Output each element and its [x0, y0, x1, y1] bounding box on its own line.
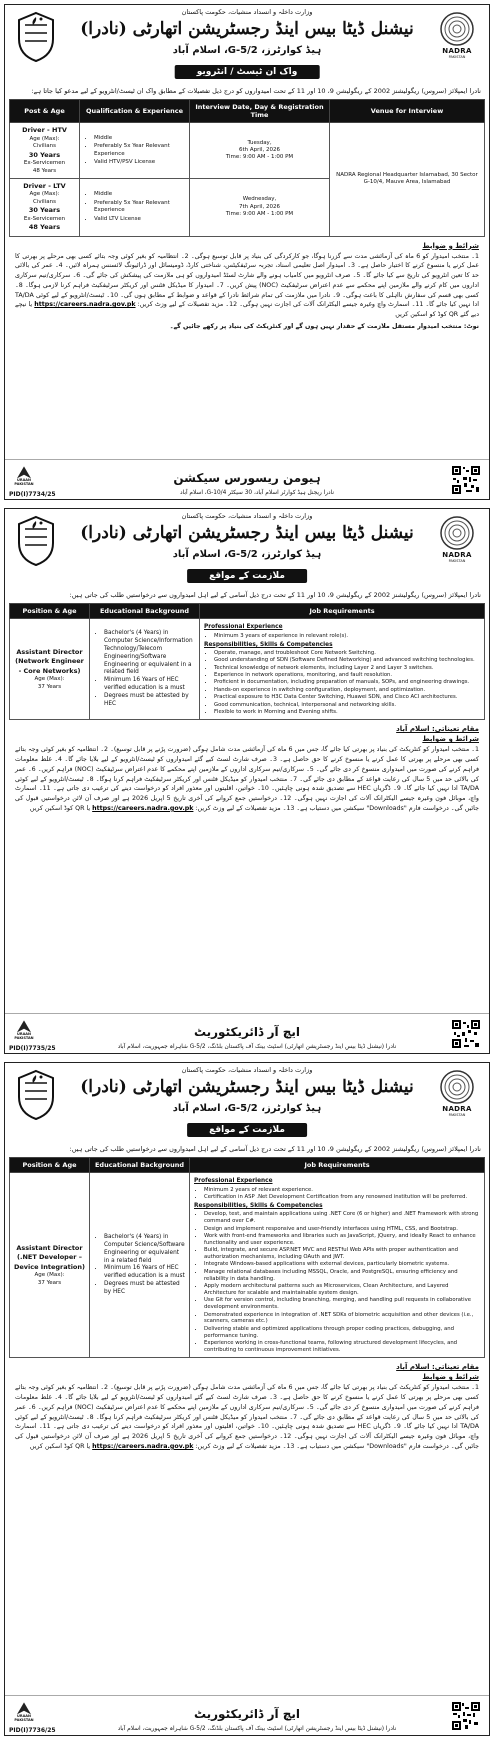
age-label: Age (Max): [34, 676, 65, 683]
qualification-item: • Middle [94, 135, 185, 142]
responsibilities-heading: Responsibilities, Skills & Competencies [194, 1203, 323, 1209]
qualification-item: • Valid HTV/PSV License [94, 159, 185, 166]
qr-note: یا نیچے دیے گئے QR کوڈ کو اسکین کریں [15, 301, 479, 318]
position-subtitle: (Network Engineer - Core Networks) [15, 657, 84, 675]
job-table [9, 603, 485, 720]
uraan-logo [11, 1020, 37, 1041]
careers-link[interactable]: https://careers.nadra.gov.pk [34, 301, 136, 309]
interview-time: Time: 9:00 AM - 1:00 PM [225, 154, 294, 161]
education-item: • Bachelor's (4 Years) in Computer Science/Software Engineering or equivalent in a related field [104, 1234, 185, 1265]
col-education: Educational Background [90, 604, 200, 619]
nadra-logo-text: NADRA [442, 47, 472, 55]
uraan-logo-text: URAAN PAKISTAN [14, 1714, 34, 1723]
uraan-mark-icon [17, 466, 31, 478]
org-title: نیشنل ڈیٹا بیس اینڈ رجسٹریشن اتھارٹی (نادرا) [80, 523, 414, 543]
pid-number: PID(I)7734/25 [9, 491, 56, 498]
qualification-item: • Preferably 5x Year Relevant Experience [94, 200, 185, 215]
education-item: • Degrees must be attested by HEC [104, 693, 195, 709]
age-label: Age (Max): [34, 1272, 65, 1279]
position-subtitle: (.NET Developer – Device Integration) [14, 1253, 85, 1271]
state-emblem-icon [13, 11, 59, 63]
table-row [10, 123, 485, 179]
requirements-cell [200, 619, 485, 720]
department-address: نادرا (نیشنل ڈیٹا بیس اینڈ رجسٹریشن اتھارٹی) اسٹیٹ بینک آف پاکستان بلڈنگ، G-5/2 شاہراہ جمہوریت، اسلام آباد [117, 1726, 397, 1732]
ad-intro: نادرا ایمپلائز (سروس) ریگولیشنز 2002 کے ریگولیشن 9، 10 اور 11 کے تحت امیدواروں کو درج ذیل تفصیلات کے مطابق واک ان ٹیسٹ/انٹرویو کے لیے مدعو کیا جاتا ہے: [31, 87, 481, 95]
terms-heading: شرائط و ضوابط [422, 241, 479, 250]
job-ad-dotnet-developer [4, 1062, 490, 1736]
nadra-logo-sub: PAKISTAN [448, 55, 466, 59]
state-emblem-icon [13, 1069, 59, 1121]
col-qualification: Qualification & Experience [80, 100, 190, 123]
post-title: Driver - HTV [22, 126, 67, 135]
department-name: ایچ آر ڈائریکٹوریٹ [193, 1707, 301, 1721]
interview-time: Time: 9:00 AM - 1:00 PM [225, 210, 294, 217]
careers-link[interactable]: https://careers.nadra.gov.pk [92, 1442, 194, 1450]
age-label: Age (Max): [29, 191, 60, 198]
terms-body: 1۔ منتخب امیدوار کو کنٹریکٹ کی بنیاد پر بھرتی کیا جائے گا، جس میں 6 ماہ کی آزمائشی مدت شامل ہوگی (ضرورت پڑنے پر قابل توسیع)۔ 2۔ انتظامیہ کو بغیر کوئی وجہ بتائے کسی بھی مرحلے پر بھرتی کا عمل کرنے یا منسوخ کرنے کا حق حاصل ہے۔ 3۔ صرف شارٹ لسٹ کیے گئے امیدواروں کو ٹیسٹ/انٹرویو کے لیے بلایا جائے گا۔ 4۔ غلط معلومات فراہم کرنے کی صورت میں امیدواری منسوخ کر دی جائے گی۔ 5۔ سرکاری/نیم سرکاری اداروں کے ملازمین اپنے محکمے کا عدم اعتراض سرٹیفکیٹ (NOC) فراہم کریں۔ 6۔ عمر کی بالائی حد میں 5 سال کی رعایت قواعد کے مطابق دی جائے گی۔ 7۔ منتخب امیدوار کو میڈیکل فٹنس اور کریکٹر سرٹیفکیٹ فراہم کرنا ہوگا۔ 8۔ ٹیسٹ/انٹرویو کے لیے کوئی TA/DA ادا نہیں کیا جائے گا۔ 9۔ ڈگریاں HEC سے تصدیق شدہ ہونی چاہئیں۔ 10۔ خواتین، اقلیتوں اور معذور افراد کو درخواست دینے کی ترغیب دی جاتی ہے۔ 11۔ اسمارٹ واچ، موبائل فون وغیرہ جیسے الیکٹرانک آلات کی اجازت نہیں ہوگی۔ 12۔ درخواستیں جمع کروانے کی آخری تاریخ 5 اپریل 2026 ہے اور صرف آن لائن درخواستیں قبول کی جائیں گی۔ درخواست فارم "Downloads" سیکشن میں دستیاب ہے۔ 13۔ مزید تفصیلات کے لیے وزٹ کریں: [15, 1384, 480, 1450]
uraan-logo-text: URAAN PAKISTAN [14, 478, 34, 487]
responsibility-item: • Practical exposure to H3C Data Center Switching, Huawei SDN, and Cisco ACI architectures. [214, 694, 480, 701]
ad-footer [5, 1695, 489, 1735]
age-line: Ex-Servicemen [23, 215, 66, 222]
responsibility-item: • Apply modern architectural patterns such as Microservices, Clean Architecture, and Layered Architecture for scalable and maintainable system design. [204, 1283, 480, 1297]
age-line: 30 Years [28, 206, 61, 215]
nadra-fingerprint-icon [439, 515, 475, 551]
post-title: Driver - LTV [23, 181, 66, 190]
uraan-logo [11, 1702, 37, 1723]
terms-text [5, 1382, 489, 1452]
ministry-text: وزارت داخلہ و انسداد منشیات، حکومت پاکستان [181, 512, 313, 520]
hq-address: ہیڈ کوارٹرز، G-5/2، اسلام آباد [172, 549, 322, 560]
interview-cell [190, 123, 330, 179]
responsibility-item: • Operate, manage, and troubleshoot Core Network Switching. [214, 650, 480, 657]
careers-link[interactable]: https://careers.nadra.gov.pk [92, 804, 194, 812]
age-line: Civilians [33, 143, 56, 150]
education-cell [90, 1173, 190, 1358]
walk-in-ad [4, 4, 490, 500]
responsibility-item: • Delivering stable and optimized applications through proper coding practices, debugging, and performance tuning. [204, 1326, 480, 1340]
position-title: Assistant Director [16, 647, 83, 656]
interview-date: 6th April, 2026 [239, 146, 280, 153]
responsibility-item: • Integrate Windows-based applications with external devices, particularly biometric systems. [204, 1261, 480, 1268]
terms-heading: شرائط و ضوابط [422, 735, 479, 744]
ad-banner: ملازمت کے مواقع [187, 569, 307, 583]
professional-experience-heading: Professional Experience [204, 624, 283, 631]
nadra-logo-sub: PAKISTAN [448, 1113, 466, 1117]
responsibility-item: • Build, integrate, and secure ASP.NET MVC and RESTful Web APIs with proper authentication and authorization mechanisms, including OAuth and JWT. [204, 1247, 480, 1261]
age-line: 30 Years [28, 150, 61, 159]
venue-cell: NADRA Regional Headquarter Islamabad, 30 Sector G-10/4, Mauve Area, Islamabad [330, 123, 485, 236]
position-cell [10, 619, 90, 720]
ad-header [5, 5, 489, 85]
education-item: • Minimum 16 Years of HEC verified education is a must [104, 677, 195, 693]
qr-code-icon[interactable] [451, 1701, 481, 1731]
responsibilities-heading: Responsibilities, Skills & Competencies [204, 641, 333, 648]
state-emblem-icon [13, 515, 59, 567]
responsibility-item: • Work with front-end frameworks and libraries such as JavaScript, jQuery, and ideally React to enhance functionality and user experience. [204, 1233, 480, 1247]
qr-note: یا QR کوڈ اسکین کریں [29, 1442, 91, 1450]
ad-header [5, 1063, 489, 1143]
ministry-text: وزارت داخلہ و انسداد منشیات، حکومت پاکستان [181, 8, 313, 16]
post-cell [10, 178, 80, 236]
requirements-cell [190, 1173, 485, 1358]
ministry-text: وزارت داخلہ و انسداد منشیات، حکومت پاکستان [181, 1066, 313, 1074]
responsibility-item: • Use Git for version control, including branching, merging, and handling pull requests in collaborative development environments. [204, 1297, 480, 1311]
ad-intro: نادرا ایمپلائز (سروس) ریگولیشنز 2002 کے ریگولیشن 9، 10 اور 11 کے تحت درج ذیل آسامی کے لیے اہل امیدواروں سے درخواستیں طلب کی جاتی ہیں: [69, 591, 481, 599]
age-line: 48 Years [28, 223, 61, 232]
col-education: Educational Background [90, 1158, 190, 1173]
org-title: نیشنل ڈیٹا بیس اینڈ رجسٹریشن اتھارٹی (نادرا) [80, 19, 414, 39]
responsibility-item: • Proficient in documentation, including preparation of manuals, SOPs, and engineering drawings. [214, 679, 480, 686]
table-row [10, 1173, 485, 1358]
age-value: 37 Years [37, 683, 62, 690]
uraan-logo-text: URAAN PAKISTAN [14, 1032, 34, 1041]
nadra-logo [433, 515, 481, 573]
hq-address: ہیڈ کوارٹرز، G-5/2، اسلام آباد [172, 45, 322, 56]
col-position-age: Position & Age [10, 604, 90, 619]
education-item: • Bachelor's (4 Years) in Computer Science/Information Technology/Telecom Engineering/Software Engineering or equivalent in a related field [104, 630, 195, 677]
interview-day: Tuesday, [247, 139, 272, 146]
responsibility-item: • Good communication, technical, interpersonal and networking skills. [214, 702, 480, 709]
nadra-logo [433, 1069, 481, 1127]
department-address: نادرا ریجنل ہیڈ کوارٹر اسلام آباد، 30 سیکٹر G-10/4، اسلام آباد [180, 490, 334, 496]
qualification-item: • Preferably 5x Year Relevant Experience [94, 143, 185, 158]
responsibility-item: • Design and implement responsive and user-friendly interfaces using HTML, CSS, and Bootstrap. [204, 1226, 480, 1233]
position-title: Assistant Director [16, 1243, 83, 1252]
responsibility-item: • Good understanding of SDN (Software Defined Networking) and advanced switching technologies. [214, 657, 480, 664]
qr-code-icon[interactable] [451, 1019, 481, 1049]
age-line: 48 Years [32, 167, 57, 174]
col-job-requirements: Job Requirements [190, 1158, 485, 1173]
education-item: • Minimum 16 Years of HEC verified education is a must [104, 1265, 185, 1281]
terms-text [5, 251, 489, 321]
qr-note: یا QR کوڈ اسکین کریں [29, 804, 91, 812]
responsibility-item: • Manage relational databases including MSSQL, Oracle, and PostgreSQL, ensuring efficiency and reliability in data handling. [204, 1269, 480, 1283]
closing-note: نوٹ: منتخب امیدوار مستقل ملازمت کے حقدار نہیں ہوں گے اور کنٹریکٹ کی بنیاد پر رکھے جائیں گے۔ [169, 322, 479, 330]
responsibility-item: • Develop, test, and maintain applications using .NET Core (6 or higher) and .NET Framework with strong command over C#. [204, 1211, 480, 1225]
responsibility-item: • Flexible to work in Morning and Evening shifts. [214, 709, 480, 716]
posting-location: مقام تعیناتی: اسلام آباد [396, 725, 479, 734]
col-position-age: Position & Age [10, 1158, 90, 1173]
qr-code-icon[interactable] [451, 465, 481, 495]
professional-experience-heading: Professional Experience [194, 1178, 273, 1185]
interview-cell [190, 178, 330, 236]
ad-footer [5, 459, 489, 499]
job-ad-network-engineer [4, 508, 490, 1054]
pid-number: PID(I)7735/25 [9, 1045, 56, 1052]
ad-banner: ملازمت کے مواقع [187, 1123, 307, 1137]
ad-footer [5, 1013, 489, 1053]
experience-item: • Minimum 2 years of relevant experience. [204, 1187, 480, 1194]
pid-number: PID(I)7736/25 [9, 1727, 56, 1734]
org-title: نیشنل ڈیٹا بیس اینڈ رجسٹریشن اتھارٹی (نادرا) [80, 1077, 414, 1097]
responsibility-item: • Hands-on experience in switching configuration, deployment, and optimization. [214, 687, 480, 694]
responsibility-item: • Technical knowledge of network elements, including Layer 2 and Layer 3 switches. [214, 665, 480, 672]
posting-location: مقام تعیناتی: اسلام آباد [396, 1363, 479, 1372]
interview-date: 7th April, 2026 [239, 203, 280, 210]
qualification-cell [80, 123, 190, 179]
post-cell [10, 123, 80, 179]
age-label: Age (Max): [29, 135, 60, 142]
qualification-item: • Middle [94, 191, 185, 198]
nadra-fingerprint-icon [439, 1069, 475, 1105]
col-job-requirements: Job Requirements [200, 604, 485, 619]
terms-heading: شرائط و ضوابط [422, 1373, 479, 1382]
qualification-cell [80, 178, 190, 236]
age-value: 37 Years [37, 1279, 62, 1286]
ad-intro: نادرا ایمپلائز (سروس) ریگولیشنز 2002 کے ریگولیشن 9، 10 اور 11 کے تحت درج ذیل آسامی کے لیے اہل امیدواروں سے درخواستیں طلب کی جاتی ہیں: [69, 1145, 481, 1153]
education-item: • Degrees must be attested by HEC [104, 1281, 185, 1297]
terms-text [5, 744, 489, 814]
nadra-logo-text: NADRA [442, 1105, 472, 1113]
uraan-mark-icon [17, 1702, 31, 1714]
age-line: Ex-Servicemen [23, 160, 66, 167]
department-address: نادرا (نیشنل ڈیٹا بیس اینڈ رجسٹریشن اتھارٹی) اسٹیٹ بینک آف پاکستان بلڈنگ، G-5/2 شاہراہ جمہوریت، اسلام آباد [117, 1044, 397, 1050]
responsibility-item: • Demonstrated experience in integration of .NET SDKs of biometric acquisition and other devices (i.e., scanners, cameras etc.) [204, 1312, 480, 1326]
col-interview-date: Interview Date, Day & Registration Time [190, 100, 330, 123]
uraan-logo [11, 466, 37, 487]
terms-body: 1۔ منتخب امیدوار کو 6 ماہ کی آزمائشی مدت سے گزرنا ہوگا، جو کارکردگی کی بنیاد پر قابل توسیع ہوگی۔ 2۔ انتظامیہ کو بغیر کوئی وجہ بتائے کسی بھی مرحلے پر بھرتی کا عمل کرنے یا منسوخ کرنے کا اختیار حاصل ہے۔ 3۔ امیدوار اصل تعلیمی اسناد، تجربہ سرٹیفکیٹس، شناختی کارڈ، ڈومیسائل اور ڈرائیونگ لائسنس ہمراہ لائیں۔ 4۔ عمر کی بالائی حد کا تعین انٹرویو کی تاریخ سے کیا جائے گا۔ 5۔ صرف انٹرویو میں کامیاب ہونے والے شارٹ لسٹڈ امیدواروں کو ہی ملازمت کی پیشکش کی جائے گی۔ 6۔ سرکاری/نیم سرکاری اداروں میں کام کرنے والے ملازمین اپنے محکمے سے عدم اعتراض سرٹیفکیٹ (NOC) پیش کریں۔ 7۔ امیدوار کا میڈیکل فٹنس اور کریکٹر سرٹیفکیٹ فراہم کرنا لازمی ہوگا۔ 8۔ کسی بھی قسم کی سفارش نااہلی کا باعث ہوگی۔ 9۔ نادرا میں ملازمت کی تمام شرائط نادرا کے قواعد و ضوابط کے مطابق ہوں گی۔ 10۔ ٹیسٹ/انٹرویو کے لیے کوئی TA/DA ادا نہیں کیا جائے گا۔ 11۔ اسمارٹ واچ وغیرہ جیسے الیکٹرانک آلات کی اجازت نہیں ہوگی۔ 12۔ مزید تفصیلات کے لیے وزٹ کریں: [15, 252, 479, 309]
nadra-logo-sub: PAKISTAN [448, 559, 466, 563]
nadra-logo-text: NADRA [442, 551, 472, 559]
nadra-logo [433, 11, 481, 69]
qualification-item: • Valid LTV License [94, 216, 185, 223]
ad-header [5, 509, 489, 589]
nadra-fingerprint-icon [439, 11, 475, 47]
department-name: ایچ آر ڈائریکٹوریٹ [193, 1025, 301, 1039]
job-table [9, 1157, 485, 1358]
position-cell [10, 1173, 90, 1358]
responsibility-item: • Experience in network operations, monitoring, and fault resolution. [214, 672, 480, 679]
terms-body: 1۔ منتخب امیدوار کو کنٹریکٹ کی بنیاد پر بھرتی کیا جائے گا، جس میں 6 ماہ کی آزمائشی مدت شامل ہوگی (ضرورت پڑنے پر قابل توسیع)۔ 2۔ انتظامیہ کو بغیر کوئی وجہ بتائے کسی بھی مرحلے پر بھرتی کا عمل کرنے یا منسوخ کرنے کا حق حاصل ہے۔ 3۔ صرف شارٹ لسٹ کیے گئے امیدواروں کو ٹیسٹ/انٹرویو کے لیے بلایا جائے گا۔ 4۔ غلط معلومات فراہم کرنے کی صورت میں امیدواری منسوخ کر دی جائے گی۔ 5۔ سرکاری/نیم سرکاری اداروں کے ملازمین اپنے محکمے کا عدم اعتراض سرٹیفکیٹ (NOC) فراہم کریں۔ 6۔ عمر کی بالائی حد میں 5 سال کی رعایت قواعد کے مطابق دی جائے گی۔ 7۔ منتخب امیدوار کو میڈیکل فٹنس اور کریکٹر سرٹیفکیٹ فراہم کرنا ہوگا۔ 8۔ ٹیسٹ/انٹرویو کے لیے کوئی TA/DA ادا نہیں کیا جائے گا۔ 9۔ ڈگریاں HEC سے تصدیق شدہ ہونی چاہئیں۔ 10۔ خواتین، اقلیتوں اور معذور افراد کو درخواست دینے کی ترغیب دی جاتی ہے۔ 11۔ اسمارٹ واچ، موبائل فون وغیرہ جیسے الیکٹرانک آلات کی اجازت نہیں ہوگی۔ 12۔ درخواستیں جمع کروانے کی آخری تاریخ 5 اپریل 2026 ہے اور صرف آن لائن درخواستیں قبول کی جائیں گی۔ درخواست فارم "Downloads" سیکشن میں دستیاب ہے۔ 13۔ مزید تفصیلات کے لیے وزٹ کریں: [15, 746, 480, 812]
walk-in-table [9, 99, 485, 236]
education-cell [90, 619, 200, 720]
age-line: Civilians [33, 198, 56, 205]
department-name: ہیومن ریسورس سیکشن [173, 471, 321, 485]
experience-item: • Certification in ASP .Net Development Certification from any renowned institution will be preferred. [204, 1194, 480, 1201]
hq-address: ہیڈ کوارٹرز، G-5/2، اسلام آباد [172, 1103, 322, 1114]
ad-banner: واک ان ٹیسٹ / انٹرویو [175, 65, 320, 79]
responsibility-item: • Experience working in cross-functional teams, following structured development lifecycles, and contributing to continuous improvement initiatives. [204, 1340, 480, 1354]
experience-item: • Minimum 3 years of experience in relevant role(s). [214, 633, 480, 640]
interview-day: Wednesday, [242, 196, 277, 203]
table-row [10, 619, 485, 720]
uraan-mark-icon [17, 1020, 31, 1032]
col-post-age: Post & Age [10, 100, 80, 123]
col-venue: Venue for Interview [330, 100, 485, 123]
